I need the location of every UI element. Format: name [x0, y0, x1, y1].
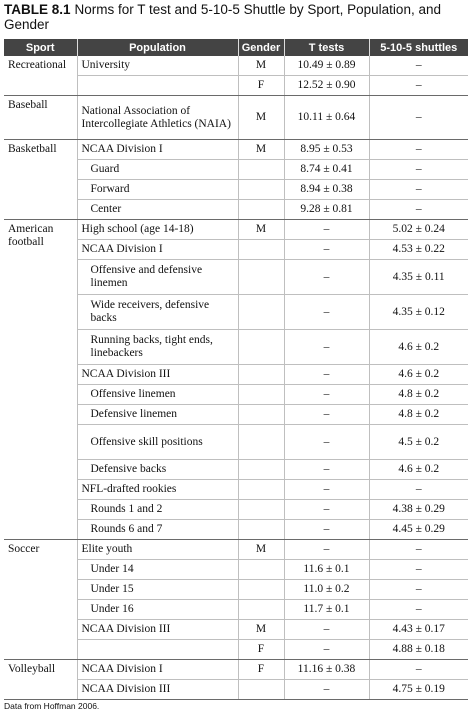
t-test-cell: – [284, 640, 369, 660]
gender-cell [238, 580, 284, 600]
table-title: Norms for T test and 5-10-5 Shuttle by Sport, Population, and Gender [4, 2, 441, 32]
t-test-cell: 10.11 ± 0.64 [284, 96, 369, 140]
table-row [4, 660, 468, 680]
t-test-cell: – [284, 480, 369, 500]
shuttle-cell: 4.45 ± 0.29 [369, 520, 468, 540]
gender-cell [238, 365, 284, 385]
population-cell: University [77, 56, 238, 76]
population-cell: Forward [77, 180, 238, 200]
gender-cell: M [238, 620, 284, 640]
gender-cell [238, 480, 284, 500]
population-cell: NCAA Division III [77, 620, 238, 640]
table-caption [4, 2, 466, 32]
t-test-cell: – [284, 295, 369, 330]
t-test-cell: – [284, 365, 369, 385]
t-test-cell: – [284, 520, 369, 540]
sport-group [4, 56, 468, 96]
t-test-cell: – [284, 405, 369, 425]
shuttle-cell: 4.8 ± 0.2 [369, 405, 468, 425]
shuttle-cell: – [369, 96, 468, 140]
t-test-cell: 10.49 ± 0.89 [284, 56, 369, 76]
table-footnote: Data from Hoffman 2006. [4, 701, 100, 711]
shuttle-cell: – [369, 660, 468, 680]
shuttle-cell: 4.38 ± 0.29 [369, 500, 468, 520]
gender-cell [238, 260, 284, 295]
shuttle-cell: 4.53 ± 0.22 [369, 240, 468, 260]
gender-cell: M [238, 220, 284, 240]
t-test-cell: – [284, 425, 369, 460]
population-cell: Guard [77, 160, 238, 180]
t-test-cell: 11.0 ± 0.2 [284, 580, 369, 600]
sport-group [4, 220, 468, 540]
population-cell: Under 15 [77, 580, 238, 600]
shuttle-cell: 4.75 ± 0.19 [369, 680, 468, 700]
sport-cell: Recreational [4, 56, 77, 96]
gender-cell [238, 385, 284, 405]
table-row [4, 140, 468, 160]
gender-cell [238, 330, 284, 365]
population-cell: Offensive and defensive linemen [77, 260, 238, 295]
column-header-shuttles: 5-10-5 shuttles [369, 39, 468, 56]
shuttle-cell: 4.6 ± 0.2 [369, 365, 468, 385]
t-test-cell: – [284, 500, 369, 520]
t-test-cell: – [284, 385, 369, 405]
shuttle-cell: – [369, 76, 468, 96]
gender-cell [238, 425, 284, 460]
shuttle-cell: – [369, 580, 468, 600]
population-cell: Elite youth [77, 540, 238, 560]
column-header-gender: Gender [238, 39, 284, 56]
shuttle-cell: 4.43 ± 0.17 [369, 620, 468, 640]
t-test-cell: 12.52 ± 0.90 [284, 76, 369, 96]
sport-cell: Basketball [4, 140, 77, 220]
population-cell: Wide receivers, defensive backs [77, 295, 238, 330]
shuttle-cell: – [369, 540, 468, 560]
t-test-cell: 8.94 ± 0.38 [284, 180, 369, 200]
gender-cell: M [238, 540, 284, 560]
gender-cell [238, 600, 284, 620]
shuttle-cell: – [369, 56, 468, 76]
t-test-cell: – [284, 620, 369, 640]
gender-cell: M [238, 140, 284, 160]
shuttle-cell: 4.5 ± 0.2 [369, 425, 468, 460]
population-cell: Center [77, 200, 238, 220]
sport-cell: Volleyball [4, 660, 77, 700]
t-test-cell: 11.16 ± 0.38 [284, 660, 369, 680]
gender-cell: M [238, 56, 284, 76]
population-cell: NCAA Division I [77, 140, 238, 160]
population-cell: Under 16 [77, 600, 238, 620]
gender-cell [238, 240, 284, 260]
column-header-population: Population [77, 39, 238, 56]
table-header-row [4, 39, 468, 56]
table-row [4, 96, 468, 140]
column-header-t-tests: T tests [284, 39, 369, 56]
population-cell: NCAA Division I [77, 240, 238, 260]
gender-cell: M [238, 96, 284, 140]
gender-cell: F [238, 76, 284, 96]
t-test-cell: – [284, 330, 369, 365]
norms-table-container [4, 39, 468, 700]
population-cell: Offensive skill positions [77, 425, 238, 460]
population-cell: NCAA Division III [77, 365, 238, 385]
shuttle-cell: – [369, 480, 468, 500]
shuttle-cell: – [369, 560, 468, 580]
sport-group [4, 96, 468, 140]
gender-cell [238, 405, 284, 425]
population-cell: Under 14 [77, 560, 238, 580]
gender-cell [238, 680, 284, 700]
shuttle-cell: 4.6 ± 0.2 [369, 460, 468, 480]
population-cell: NCAA Division III [77, 680, 238, 700]
shuttle-cell: 5.02 ± 0.24 [369, 220, 468, 240]
population-cell: Defensive linemen [77, 405, 238, 425]
population-cell: Defensive backs [77, 460, 238, 480]
shuttle-cell: 4.35 ± 0.11 [369, 260, 468, 295]
shuttle-cell: – [369, 600, 468, 620]
shuttle-cell: 4.35 ± 0.12 [369, 295, 468, 330]
population-cell: National Association of Intercollegiate Athletics (NAIA) [77, 96, 238, 140]
shuttle-cell: – [369, 200, 468, 220]
sport-group [4, 660, 468, 700]
population-cell: NCAA Division I [77, 660, 238, 680]
gender-cell [238, 295, 284, 330]
column-header-sport: Sport [4, 39, 77, 56]
population-cell: Running backs, tight ends, linebackers [77, 330, 238, 365]
table-row [4, 56, 468, 76]
t-test-cell: 11.7 ± 0.1 [284, 600, 369, 620]
gender-cell: F [238, 660, 284, 680]
gender-cell [238, 520, 284, 540]
norms-table [4, 39, 468, 700]
t-test-cell: – [284, 220, 369, 240]
gender-cell [238, 560, 284, 580]
gender-cell [238, 160, 284, 180]
population-cell: High school (age 14-18) [77, 220, 238, 240]
table-row [4, 220, 468, 240]
population-cell: Offensive linemen [77, 385, 238, 405]
shuttle-cell: 4.8 ± 0.2 [369, 385, 468, 405]
shuttle-cell: – [369, 180, 468, 200]
gender-cell [238, 180, 284, 200]
sport-group [4, 540, 468, 660]
t-test-cell: – [284, 680, 369, 700]
population-cell: Rounds 1 and 2 [77, 500, 238, 520]
sport-group [4, 140, 468, 220]
shuttle-cell: 4.6 ± 0.2 [369, 330, 468, 365]
gender-cell [238, 460, 284, 480]
t-test-cell: 8.95 ± 0.53 [284, 140, 369, 160]
t-test-cell: – [284, 240, 369, 260]
gender-cell: F [238, 640, 284, 660]
population-cell: NFL-drafted rookies [77, 480, 238, 500]
t-test-cell: – [284, 260, 369, 295]
t-test-cell: 8.74 ± 0.41 [284, 160, 369, 180]
gender-cell [238, 200, 284, 220]
table-number: TABLE 8.1 [4, 2, 71, 17]
sport-cell: Baseball [4, 96, 77, 140]
sport-cell: Soccer [4, 540, 77, 660]
gender-cell [238, 500, 284, 520]
population-cell [77, 640, 238, 660]
t-test-cell: – [284, 540, 369, 560]
sport-cell: American football [4, 220, 77, 540]
shuttle-cell: 4.88 ± 0.18 [369, 640, 468, 660]
population-cell: Rounds 6 and 7 [77, 520, 238, 540]
population-cell [77, 76, 238, 96]
t-test-cell: – [284, 460, 369, 480]
t-test-cell: 9.28 ± 0.81 [284, 200, 369, 220]
t-test-cell: 11.6 ± 0.1 [284, 560, 369, 580]
table-row [4, 540, 468, 560]
shuttle-cell: – [369, 160, 468, 180]
shuttle-cell: – [369, 140, 468, 160]
